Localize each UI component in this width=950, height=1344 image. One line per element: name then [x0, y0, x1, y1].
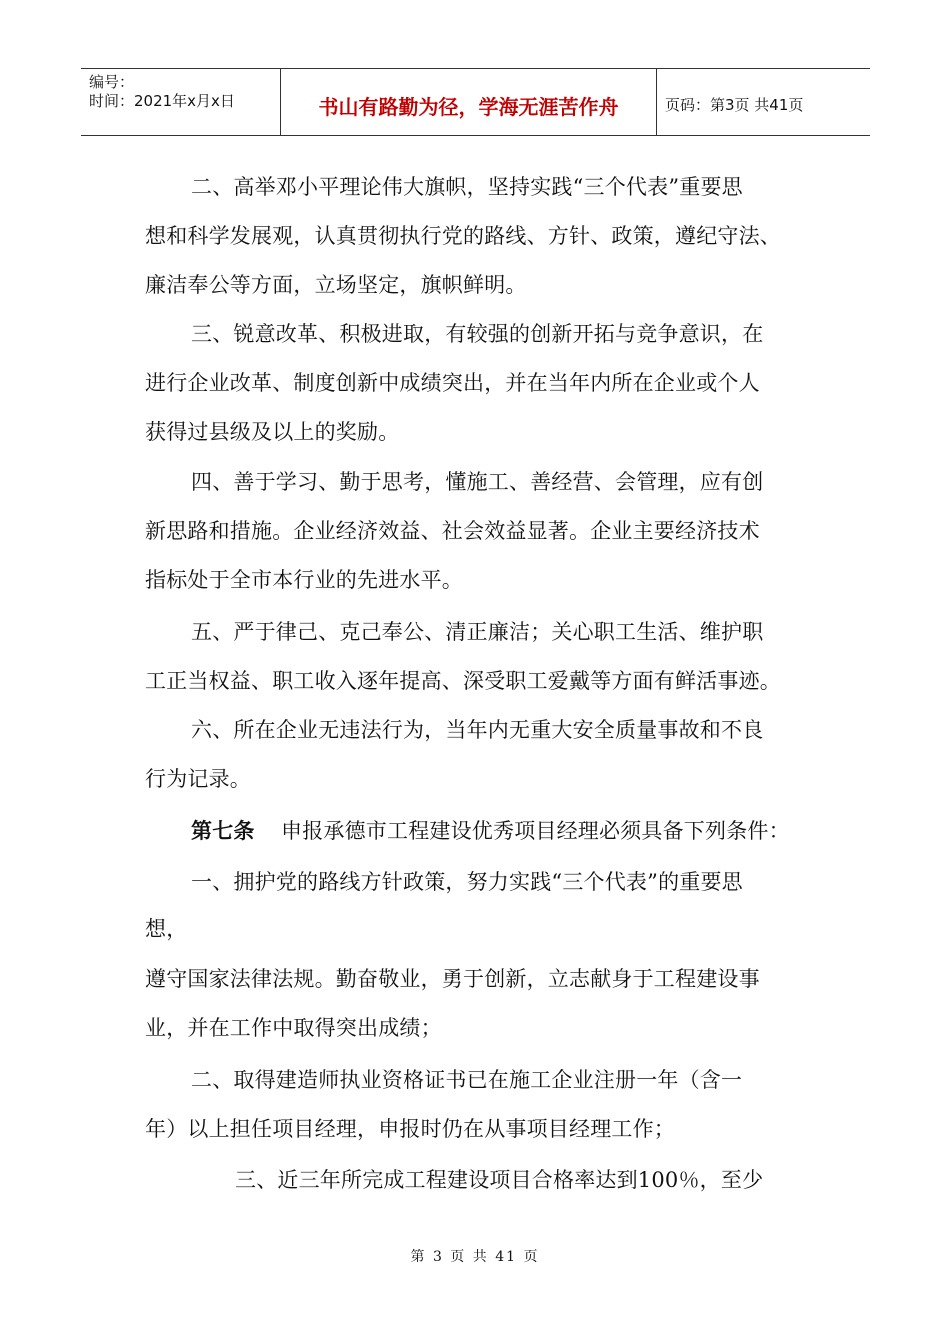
number-label: 编号：	[89, 73, 135, 91]
header-page-info: 页码：第3页 共41页	[665, 95, 804, 114]
page-footer: 第 3 页 共 41 页	[410, 1249, 540, 1265]
page-header	[81, 68, 870, 136]
text-line: 指标处于全市本行业的先进水平。	[145, 568, 463, 592]
article-number: 第七条	[191, 818, 255, 843]
text-line: 年）以上担任项目经理，申报时仍在从事项目经理工作；	[145, 1117, 675, 1141]
text-line: 行为记录。	[145, 767, 251, 791]
text-line: 遵守国家法律法规。勤奋敬业，勇于创新，立志献身于工程建设事	[145, 967, 760, 991]
text-line: 六、所在企业无违法行为，当年内无重大安全质量事故和不良	[191, 718, 764, 742]
text-line: 想和科学发展观，认真贯彻执行党的路线、方针、政策，遵纪守法、	[145, 224, 781, 248]
text-line: 四、善于学习、勤于思考，懂施工、善经营、会管理，应有创	[191, 470, 764, 494]
time-label: 时间：2021年x月x日	[89, 92, 235, 110]
text-line: 一、拥护党的路线方针政策，努力实践“三个代表”的重要思	[191, 870, 743, 894]
text-line: 三、锐意改革、积极进取，有较强的创新开拓与竞争意识，在	[191, 322, 764, 346]
text-line: 新思路和措施。企业经济效益、社会效益显著。企业主要经济技术	[145, 519, 760, 543]
text-line: 进行企业改革、制度创新中成绩突出，并在当年内所在企业或个人	[145, 371, 760, 395]
text-line: 想，	[145, 917, 188, 941]
text-line: 工正当权益、职工收入逐年提高、深受职工爱戴等方面有鲜活事迹。	[145, 669, 781, 693]
header-motto: 书山有路勤为径，学海无涯苦作舟	[281, 69, 657, 135]
text-line: 五、严于律己、克己奉公、清正廉洁；关心职工生活、维护职	[191, 620, 764, 644]
text-line: 申报承德市工程建设优秀项目经理必须具备下列条件：	[281, 819, 790, 843]
text-line: 业，并在工作中取得突出成绩；	[145, 1016, 442, 1040]
text-line: 三、近三年所完成工程建设项目合格率达到100％，至少	[235, 1168, 764, 1192]
text-line: 廉洁奉公等方面，立场坚定，旗帜鲜明。	[145, 273, 527, 297]
header-meta	[81, 69, 281, 135]
text-line: 获得过县级及以上的奖励。	[145, 420, 400, 444]
text-line: 二、取得建造师执业资格证书已在施工企业注册一年（含一	[191, 1068, 743, 1092]
text-line: 二、高举邓小平理论伟大旗帜，坚持实践“三个代表”重要思	[191, 175, 743, 199]
